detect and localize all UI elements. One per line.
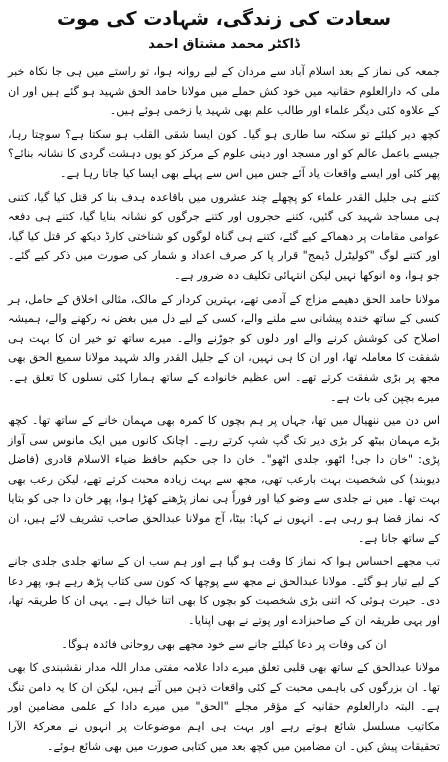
paragraph-2: کچھ دیر کیلئے تو سکتہ سا طاری ہو گیا۔ کون ایسا شقی القلب ہو سکتا ہے؟ سوچتا رہا، جیسے باعمل عالم کو اور مسجد اور دینی علوم کے مرکز کو یوں دہشت گردی کا نشانہ بنائے؟ پھر کئی اور ایسے واقعات یاد آئے جس میں اس سے پہلے بھی ایسا کیا جاتا رہا ہے۔: [8, 127, 440, 180]
paragraph-4: مولانا حامد الحق دھیمے مزاج کے آدمی تھے، بہترین کردار کے مالک، مثالی اخلاق کے حامل، ہر کسی کے ساتھ خندہ پیشانی سے ملنے والے، کسی کے لیے دل میں بغض نہ رکھنے والے، ہمیشہ اصلاح کی کوشش کرنے والے اور دلوں کو جوڑنے والے۔ میرے ساتھ تو خیر ان کا بہت ہی شفقت کا معاملہ تھا، اور ان کا ہی نہیں، ان کے جلیل القدر والد شہید مولانا سمیع الحق بھی مجھ پر بڑی شفقت کرتے تھے۔ اس عظیم خانوادے کے ساتھ ہمارا کئی نسلوں کا تعلق ہے۔ میرے بچپن کی بات ہے۔: [8, 292, 440, 404]
paragraph-6: تب مجھے احساس ہوا کہ نماز کا وقت ہو گیا ہے اور ہم سب ان کے ساتھ جلدی جلدی جانے کے لیے تیار ہو گئے۔ مولانا عبدالحق نے مجھ سے پوچھا کہ کون سی کتاب پڑھ رہے ہو، پھر دعا دی۔ حیرت ہوئی کہ اتنی بڑی شخصیت کو بچوں کا بھی اتنا خیال ہے۔ یہی ان کا طریقہ تھا، اور یہی طریقہ ان کے صاحبزادے اور پوتے نے بھی اپنایا۔: [8, 555, 440, 628]
article-body: [8, 62, 440, 756]
paragraph-7: ان کی وفات پر دعا کیلئے جانے سے خود مجھے بھی روحانی فائدہ ہوگا۔: [61, 637, 387, 651]
paragraph-3: کتنے ہی جلیل القدر علماء کو پچھلے چند عشروں میں باقاعدہ ہدف بنا کر قتل کیا گیا، کتنی ہی مساجد شہید کی گئیں، کتنے حجروں اور کتنے جرگوں کو نشانہ بنایا گیا، کتنے ہی دفعہ عوامی مقامات پر دھماکے کیے گئے، کتنے ہی گناہ لوگوں کو شناختی کارڈ دیکھ کر قتل کیا گیا، اور کتنے لوگ "کولیٹرل ڈیمج" قرار پا کر صرف اعداد و شمار کی صورت میں ذکر کیے گئے۔ جو ہوا، وہ انوکھا نہیں لیکن انتہائی تکلیف دہ ضرور ہے۔: [8, 190, 440, 282]
article-title: سعادت کی زندگی، شہادت کی موت: [56, 8, 392, 30]
author-byline: ڈاکٹر محمد مشتاق احمد: [148, 37, 300, 52]
paragraph-1: جمعہ کی نماز کے بعد اسلام آباد سے مردان کے لیے روانہ ہوا، تو راستے میں ہی جا نکاہ خبر ملی کہ دارالعلوم حقانیہ میں خود کش حملے میں مولانا حامد الحق شہید ہو گئے ہیں اور ان کے علاوہ کئی دیگر علماء اور طالب علم بھی شہید یا زخمی ہوئے ہیں۔: [8, 65, 440, 118]
paragraph-8: مولانا عبدالحق کے ساتھ بھی قلبی تعلق میرے دادا علامہ مفتی مدار اللہ مدار نقشبندی کا بھی تھا۔ ان بزرگوں کی باہمی محبت کے کئی واقعات ذہن میں آتے ہیں، لیکن ان کا یہ دامن تنگ ہے۔ البتہ دارالعلوم حقانیہ کے مؤقر مجلے "الحق" میں میرے دادا کے علمی مضامین اور مکاتیب مسلسل شائع ہوتے رہے اور بہت ہی اہم موضوعات پر انہوں نے معرکۃ الآرا تحقیقات پیش کیں۔ ان مضامین میں کچھ بعد میں کتابی صورت میں بھی شائع ہوئے۔: [8, 661, 440, 753]
paragraph-5: اس دن میں ننھیال میں تھا، جہاں پر ہم بچوں کا کمرہ بھی مہمان خانے کے ساتھ تھا۔ کچھ بڑے مہمان بیٹھ کر بڑی دیر تک گپ شپ کرتے رہے۔ اچانک کانوں میں ایک مانوس سی آواز پڑی: "خان دا جی! اٹھو، جلدی اٹھو"۔ خان دا جی حکیم حافظ ضیاء الاسلام قادری (فاضل دیوبند) کی شخصیت بہت بارعب تھی، مجھ سے بہت زیادہ محبت کرتے تھے، لیکن رعب بھی بہت تھا۔ میں نے جلدی سے وضو کیا اور فوراً ہی نماز پڑھنے کھڑا ہوا، پھر خان دا جی کو بتایا کہ نماز قضا ہو رہی ہے۔ انہوں نے کہا: بیٹا، آج مولانا عبدالحق صاحب تشریف لائے ہیں، ان کے ساتھ جانا ہے۔: [8, 414, 440, 545]
